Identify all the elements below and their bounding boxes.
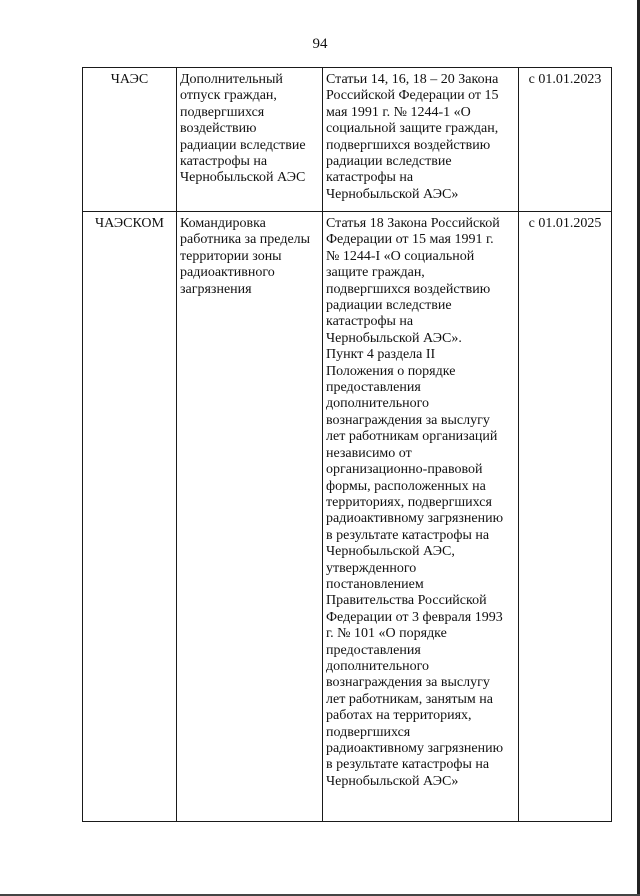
date-cell: с 01.01.2025	[519, 212, 612, 822]
table-row	[83, 68, 612, 212]
code-cell: ЧАЭСКОМ	[83, 212, 177, 822]
date-cell: с 01.01.2023	[519, 68, 612, 212]
document-table	[82, 67, 612, 822]
page-number: 94	[312, 36, 328, 52]
name-cell: Дополнительный отпуск граждан, подвергшихся воздействию радиации вследствие катастрофы на Чернобыльской АЭС	[177, 68, 323, 212]
table-row	[83, 212, 612, 822]
name-cell: Командировка работника за пределы территории зоны радиоактивного загрязнения	[177, 212, 323, 822]
basis-cell: Статья 18 Закона Российской Федерации от 15 мая 1991 г. № 1244-I «О социальной защите граждан, подвергшихся воздействию радиации вследствие катастрофы на Чернобыльской АЭС». Пункт 4 раздела II Положения о порядке предоставления дополнительного вознаграждения за выслугу лет работникам организаций независимо от организационно-правовой формы, расположенных на территориях, подвергшихся радиоактивному загрязнению в результате катастрофы на Чернобыльской АЭС, утвержденного постановлением Правительства Российской Федерации от 3 февраля 1993 г. № 101 «О порядке предоставления дополнительного вознаграждения за выслугу лет работникам, занятым на работах на территориях, подвергшихся радиоактивному загрязнению в результате катастрофы на Чернобыльской АЭС»	[323, 212, 519, 822]
code-cell: ЧАЭС	[83, 68, 177, 212]
basis-cell: Статьи 14, 16, 18 – 20 Закона Российской Федерации от 15 мая 1991 г. № 1244-1 «О социальной защите граждан, подвергшихся воздействию радиации вследствие катастрофы на Чернобыльской АЭС»	[323, 68, 519, 212]
